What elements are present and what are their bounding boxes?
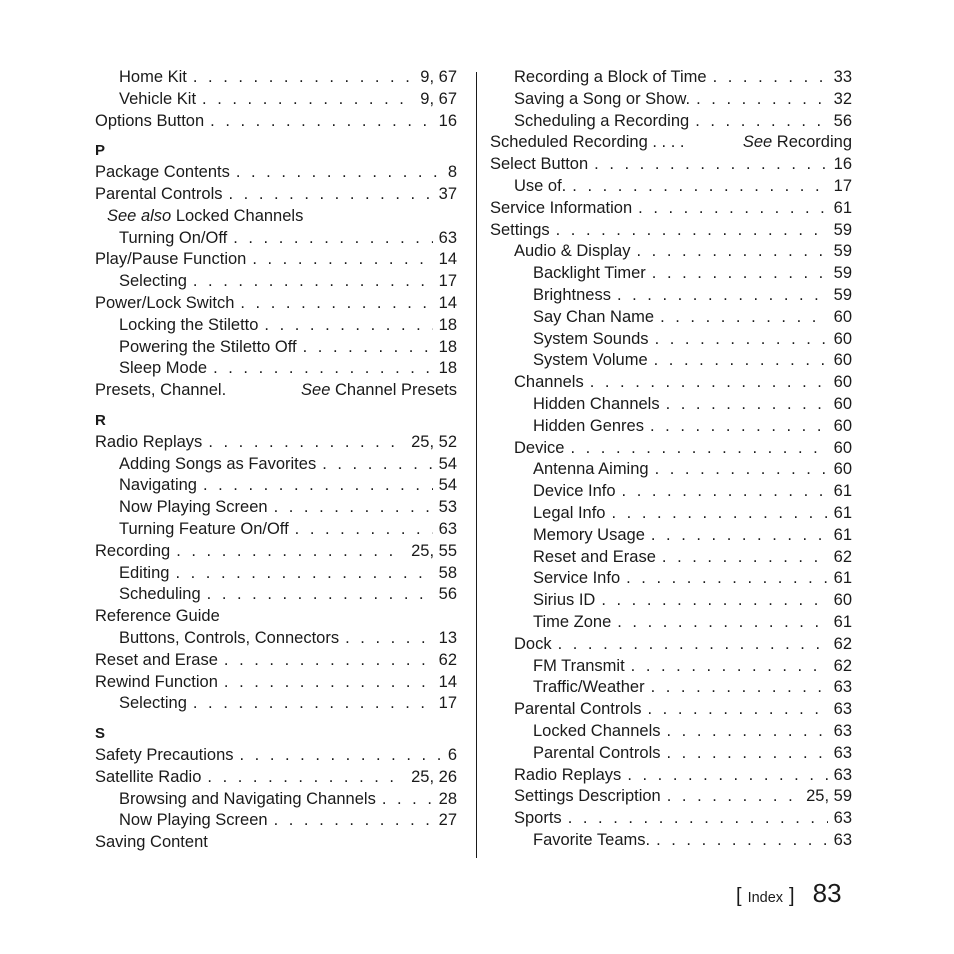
dot-leader (175, 563, 432, 585)
index-entry-label: Backlight Timer (533, 264, 646, 283)
index-entry-label: Editing (119, 563, 170, 582)
index-entry-label: Powering the Stiletto Off (119, 337, 297, 356)
index-page-ref: 62 (438, 650, 457, 669)
index-entry (490, 329, 852, 351)
index-entry (95, 810, 457, 832)
dot-leader (666, 394, 828, 416)
dot-leader (572, 176, 827, 198)
dot-leader (654, 350, 828, 372)
index-entry-label: Rewind Function (95, 672, 218, 691)
dot-leader (622, 481, 828, 503)
dot-leader (240, 745, 442, 767)
index-entry (95, 606, 457, 628)
index-entry (95, 249, 457, 271)
index-page-ref: 16 (833, 155, 852, 174)
index-entry-label: Reference Guide (95, 607, 220, 626)
index-page-ref: 18 (438, 315, 457, 334)
page-footer (736, 878, 842, 909)
index-entry-label: Brightness (533, 285, 611, 304)
index-entry (490, 677, 852, 699)
index-entry (490, 416, 852, 438)
index-letter-heading: P (95, 142, 106, 160)
index-page-ref: 56 (833, 111, 852, 130)
index-entry (490, 481, 852, 503)
dot-leader (631, 656, 828, 678)
dot-leader (611, 503, 827, 525)
index-page-ref: 8 (447, 163, 457, 182)
index-entry-label: Turning Feature On/Off (119, 519, 289, 538)
index-entry (490, 612, 852, 634)
dot-leader (651, 677, 828, 699)
dot-leader (193, 271, 433, 293)
index-entry (490, 808, 852, 830)
index-entry (490, 132, 852, 154)
dot-leader (638, 198, 827, 220)
index-entry-label: Use of. (514, 176, 567, 195)
index-entry-label: FM Transmit (533, 656, 625, 675)
index-entry (95, 693, 457, 715)
index-page-ref: 16 (438, 111, 457, 130)
dot-leader (655, 459, 828, 481)
dot-leader (647, 699, 827, 721)
index-entry (95, 228, 457, 250)
index-page-ref: 17 (833, 176, 852, 195)
index-page-ref: 53 (438, 498, 457, 517)
dot-leader (264, 315, 432, 337)
index-entry-label: Sports (514, 809, 562, 828)
index-page-ref: 18 (438, 359, 457, 378)
index-entry-label: Reset and Erase (533, 547, 656, 566)
dot-leader (626, 568, 828, 590)
index-page-ref: 63 (833, 765, 852, 784)
index-entry-label: Dock (514, 634, 552, 653)
index-entry (490, 154, 852, 176)
index-page-ref: 37 (438, 184, 457, 203)
index-column-left (95, 67, 457, 854)
index-page-ref: 61 (833, 198, 852, 217)
footer-open-bracket: [ (736, 885, 742, 907)
index-page-ref: 14 (438, 250, 457, 269)
index-page-ref: 62 (833, 634, 852, 653)
index-page-ref: 25, 26 (411, 767, 457, 786)
index-entry (95, 832, 457, 854)
index-entry-label: Recording (95, 541, 171, 560)
index-entry-label: Selecting (119, 694, 187, 713)
dot-leader (210, 111, 432, 133)
dot-leader (382, 789, 433, 811)
index-entry-label: Select Button (490, 155, 589, 174)
index-entry-label: Radio Replays (95, 432, 203, 451)
index-entry-label: Reset and Erase (95, 650, 218, 669)
index-page-ref: 9, 67 (420, 68, 457, 86)
index-entry (490, 89, 852, 111)
dot-leader (627, 765, 827, 787)
dot-leader (590, 372, 828, 394)
index-page-ref: 62 (833, 547, 852, 566)
index-entry-label: System Volume (533, 351, 648, 370)
dot-leader (558, 634, 828, 656)
index-entry-label: Saving Content (95, 833, 208, 852)
index-page-ref: 60 (833, 438, 852, 457)
index-page-ref: 63 (438, 519, 457, 538)
dot-leader (636, 241, 827, 263)
index-entry-label: Favorite Teams. (533, 830, 651, 849)
dot-leader (556, 220, 828, 242)
index-entry-label: Now Playing Screen (119, 498, 268, 517)
index-entry (490, 220, 852, 242)
index-entry (95, 650, 457, 672)
index-entry-label: Antenna Aiming (533, 460, 649, 479)
index-entry-label: Presets, Channel. (95, 381, 227, 400)
index-entry-label: Buttons, Controls, Connectors (119, 628, 340, 647)
dot-leader (176, 541, 405, 563)
index-entry-label: Play/Pause Function (95, 250, 247, 269)
index-entry (95, 497, 457, 519)
index-entry (95, 519, 457, 541)
index-entry-label: Settings Description (514, 787, 661, 806)
index-entry-label: Browsing and Navigating Channels (119, 789, 376, 808)
index-entry (490, 590, 852, 612)
index-page-ref: 14 (438, 672, 457, 691)
index-entry-label: Memory Usage (533, 525, 645, 544)
cross-reference-target: Locked Channels (175, 206, 304, 225)
index-entry-label: Sirius ID (533, 591, 596, 610)
index-entry (95, 475, 457, 497)
index-page-ref: 59 (833, 285, 852, 304)
index-entry (95, 206, 457, 228)
dot-leader (193, 693, 433, 715)
dot-leader (295, 519, 433, 541)
index-entry (490, 786, 852, 808)
index-entry (490, 743, 852, 765)
index-entry (95, 89, 457, 111)
index-entry-label: Scheduling (119, 585, 201, 604)
index-page-ref: 60 (833, 416, 852, 435)
dot-leader (202, 89, 414, 111)
dot-leader (224, 672, 433, 694)
index-entry (490, 372, 852, 394)
index-entry (95, 789, 457, 811)
index-entry (490, 459, 852, 481)
index-page-ref: 61 (833, 525, 852, 544)
index-entry-label: Power/Lock Switch (95, 293, 235, 312)
index-page-ref: 63 (833, 830, 852, 849)
index-entry-label: Package Contents (95, 163, 230, 182)
index-page-ref: 60 (833, 460, 852, 479)
index-entry (490, 656, 852, 678)
index-entry-label: Adding Songs as Favorites (119, 454, 317, 473)
index-entry (95, 628, 457, 650)
index-entry (490, 525, 852, 547)
dot-leader (274, 497, 433, 519)
cross-reference-target: Channel Presets (335, 381, 457, 400)
index-entry (95, 184, 457, 206)
dot-leader (667, 721, 828, 743)
index-entry (490, 198, 852, 220)
dot-leader (207, 584, 433, 606)
dot-leader (224, 650, 433, 672)
index-entry-label: System Sounds (533, 329, 649, 348)
dot-leader (662, 547, 828, 569)
index-entry-label: Locking the Stiletto (119, 315, 259, 334)
dot-leader (570, 438, 827, 460)
dot-leader (695, 111, 827, 133)
index-entry (95, 315, 457, 337)
dot-leader (655, 329, 828, 351)
dot-leader (617, 285, 828, 307)
index-entry (490, 830, 852, 852)
index-entry (490, 241, 852, 263)
see-also-prefix: See also (107, 206, 172, 225)
index-page-ref: 63 (833, 809, 852, 828)
index-entry-label: Device (514, 438, 565, 457)
cross-reference (301, 380, 457, 402)
index-page-ref: 25, 59 (806, 787, 852, 806)
index-entry (95, 672, 457, 694)
index-entry (490, 765, 852, 787)
index-entry (95, 454, 457, 476)
index-entry (95, 111, 457, 133)
index-page-ref: 60 (833, 329, 852, 348)
index-entry (95, 271, 457, 293)
dot-leader (233, 228, 432, 250)
index-page-ref: 63 (833, 721, 852, 740)
index-entry-label: Now Playing Screen (119, 811, 268, 830)
dot-leader (650, 416, 828, 438)
dot-leader (617, 612, 827, 634)
index-page-ref: 13 (438, 628, 457, 647)
dot-leader (236, 162, 442, 184)
index-page-ref: 60 (833, 591, 852, 610)
see-prefix: See (301, 381, 331, 400)
index-entry-label: Radio Replays (514, 765, 622, 784)
see-prefix: See (742, 133, 773, 152)
index-entry (95, 745, 457, 767)
dot-leader (696, 89, 828, 111)
index-entry-label: Satellite Radio (95, 767, 202, 786)
index-page-ref: 27 (438, 811, 457, 830)
dot-leader (713, 67, 828, 89)
index-page-ref: 61 (833, 482, 852, 501)
index-page-ref: 62 (833, 656, 852, 675)
index-entry (490, 176, 852, 198)
dot-leader (568, 808, 828, 830)
index-entry-label: Hidden Genres (533, 416, 644, 435)
index-page-ref: 61 (833, 503, 852, 522)
dot-leader (667, 786, 800, 808)
index-entry-label: Sleep Mode (119, 359, 208, 378)
dot-leader (651, 525, 828, 547)
index-entry-label: Navigating (119, 476, 197, 495)
index-page-ref: 63 (833, 678, 852, 697)
index-entry (95, 337, 457, 359)
index-entry (95, 541, 457, 563)
index-page-ref: 17 (438, 694, 457, 713)
index-entry-label: Parental Controls (533, 743, 661, 762)
index-entry-label: Selecting (119, 272, 187, 291)
index-entry (490, 699, 852, 721)
index-page-ref: 54 (438, 454, 457, 473)
index-entry (95, 584, 457, 606)
index-page-ref: 59 (833, 242, 852, 261)
index-entry-label: Time Zone (533, 612, 612, 631)
index-entry-label: Recording a Block of Time (514, 68, 707, 86)
dot-leader (594, 154, 827, 176)
index-column-right (490, 67, 852, 852)
index-page-ref: 9, 67 (420, 89, 457, 108)
index-page-ref: 58 (438, 563, 457, 582)
index-entry-label: Device Info (533, 482, 616, 501)
index-entry-label: Turning On/Off (119, 228, 228, 247)
index-entry-label: Channels (514, 373, 584, 392)
index-page-ref: 17 (438, 272, 457, 291)
dot-leader (656, 830, 828, 852)
index-page-ref: 14 (438, 293, 457, 312)
dot-leader (213, 358, 433, 380)
index-entry-label: Legal Info (533, 503, 606, 522)
dot-leader (208, 432, 405, 454)
index-entry-label: Traffic/Weather (533, 678, 645, 697)
index-page-ref: 61 (833, 612, 852, 631)
dot-leader (322, 454, 432, 476)
dot-leader (228, 184, 432, 206)
dot-leader (207, 767, 405, 789)
index-entry (490, 285, 852, 307)
index-page-ref: 25, 55 (411, 541, 457, 560)
index-entry-label: Settings (490, 220, 550, 239)
index-entry (95, 563, 457, 585)
cross-reference (743, 132, 852, 154)
index-entry-label: Parental Controls (95, 184, 223, 203)
index-page-ref: 54 (438, 476, 457, 495)
index-entry (490, 721, 852, 743)
index-page-ref: 60 (833, 373, 852, 392)
index-entry-label: Service Information (490, 198, 633, 217)
index-page-ref: 60 (833, 307, 852, 326)
index-entry (95, 162, 457, 184)
index-entry-label: Audio & Display (514, 242, 631, 261)
index-entry (490, 394, 852, 416)
dot-leader (252, 249, 432, 271)
index-entry-label: Locked Channels (533, 721, 661, 740)
dot-leader (666, 743, 827, 765)
index-entry (95, 380, 457, 402)
index-entry-label: Saving a Song or Show. (514, 89, 691, 108)
index-page-ref: 25, 52 (411, 432, 457, 451)
index-page-ref: 63 (438, 228, 457, 247)
index-page-ref: 59 (833, 220, 852, 239)
dot-leader (345, 628, 433, 650)
index-entry-label: Hidden Channels (533, 394, 660, 413)
index-entry-label: Service Info (533, 569, 621, 588)
index-entry (95, 293, 457, 315)
index-letter-heading: R (95, 411, 106, 429)
dot-leader (652, 263, 828, 285)
index-entry-label: Options Button (95, 111, 205, 130)
index-entry (490, 111, 852, 133)
index-entry-label: Scheduled Recording . . . . (490, 133, 685, 152)
index-page-ref: 28 (438, 789, 457, 808)
dot-leader (274, 810, 433, 832)
dot-leader (193, 67, 414, 89)
index-page-ref: 63 (833, 700, 852, 719)
index-entry (490, 568, 852, 590)
footer-close-bracket: ] (789, 885, 795, 907)
dot-leader (660, 307, 828, 329)
index-entry (490, 547, 852, 569)
index-entry (490, 263, 852, 285)
cross-reference-target: Recording (776, 133, 852, 152)
index-entry-label: Safety Precautions (95, 745, 234, 764)
dot-leader (303, 337, 433, 359)
index-entry-label: Home Kit (119, 68, 187, 86)
footer-section-label: Index (747, 890, 784, 906)
dot-leader (240, 293, 432, 315)
index-page-ref: 59 (833, 264, 852, 283)
index-letter-heading: S (95, 725, 106, 743)
index-entry (95, 432, 457, 454)
page-number: 83 (812, 878, 842, 908)
index-entry-label: Vehicle Kit (119, 89, 197, 108)
index-entry (490, 350, 852, 372)
index-entry (95, 67, 457, 89)
index-page-ref: 60 (833, 351, 852, 370)
index-entry-label: Say Chan Name (533, 307, 655, 326)
dot-leader (601, 590, 827, 612)
index-entry-label: Scheduling a Recording (514, 111, 690, 130)
column-divider (476, 72, 477, 858)
index-page-ref: 6 (447, 745, 457, 764)
index-page-ref: 56 (438, 585, 457, 604)
index-entry (95, 767, 457, 789)
index-page-ref: 63 (833, 743, 852, 762)
index-page-ref: 61 (833, 569, 852, 588)
index-entry (490, 438, 852, 460)
index-page-ref: 60 (833, 394, 852, 413)
index-entry (490, 503, 852, 525)
dot-leader (203, 475, 433, 497)
index-entry (490, 634, 852, 656)
index-page-ref: 33 (833, 68, 852, 86)
index-entry (95, 358, 457, 380)
index-entry (490, 307, 852, 329)
index-page-ref: 18 (438, 337, 457, 356)
index-entry-label: Parental Controls (514, 700, 642, 719)
index-entry (490, 67, 852, 89)
index-page-ref: 32 (833, 89, 852, 108)
